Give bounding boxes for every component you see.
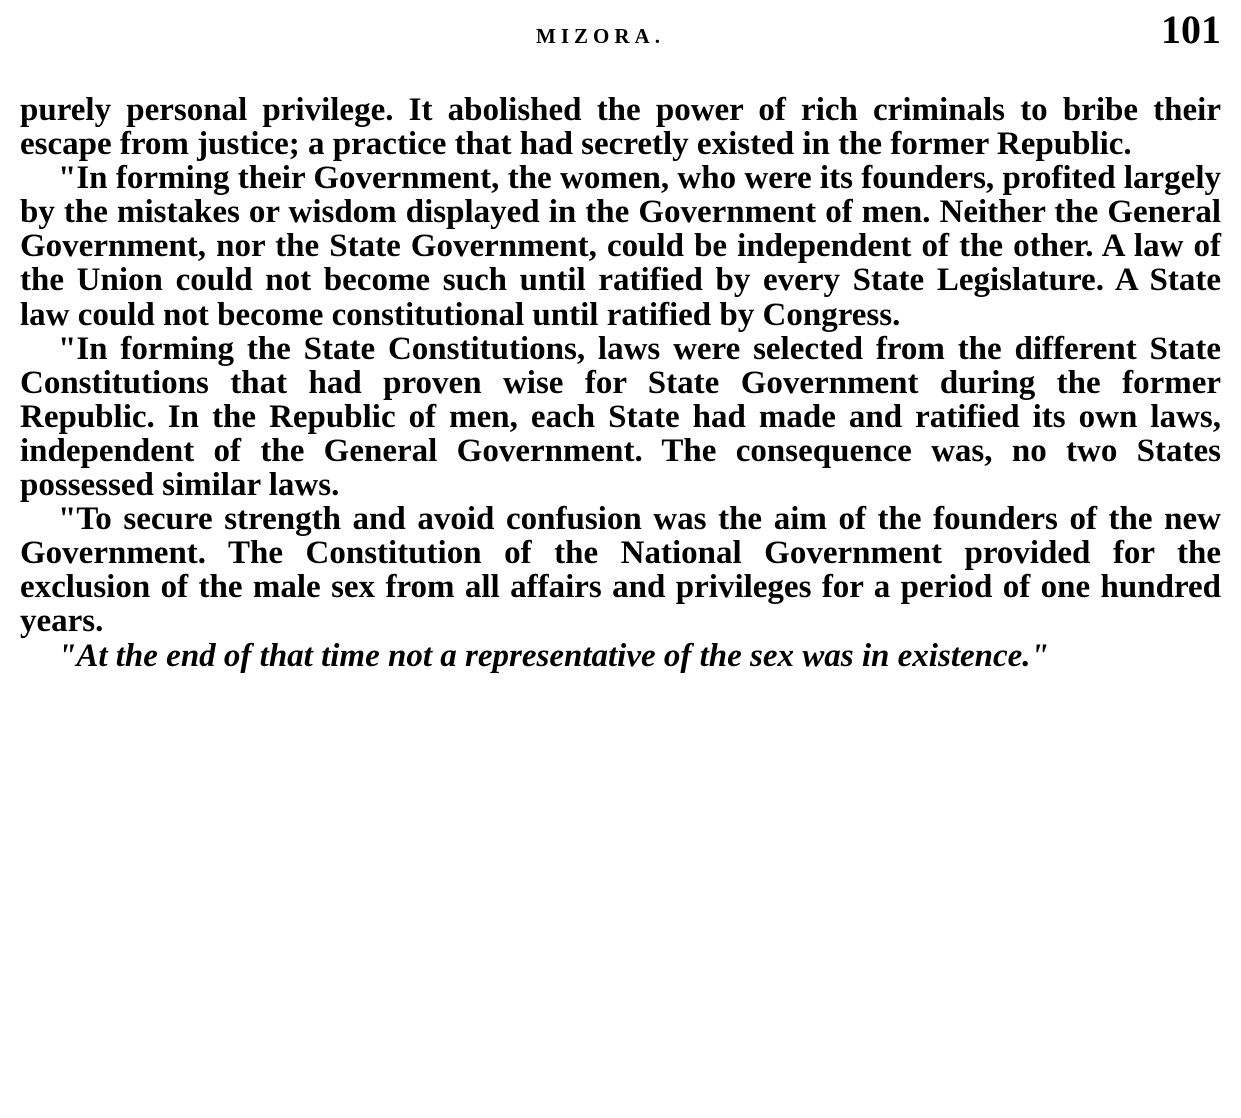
paragraph-4: "To secure strength and avoid confusion was the aim of the founders of the new Government. The Constitution of the National Government provided for the exclusion of the male sex from all affairs and privileges for a period of one hundred years. xyxy=(20,501,1221,640)
paragraph-5: "At the end of that time not a representative of the sex was in existence." xyxy=(58,637,1049,674)
paragraph-3: "In forming the State Constitutions, laws were selected from the different State Constitutions that had proven wise for State Government during the former Republic. In the Republic of men, each State had made and ratified its own laws, independent of the General Government. The consequence was, no two States possessed similar laws. xyxy=(20,330,1221,504)
running-head: MIZORA. xyxy=(536,24,665,48)
page-header xyxy=(20,0,1221,70)
paragraph-1: purely personal privilege. It abolished the power of rich criminals to bribe their escape from justice; a practice that had secretly existed in the former Republic. xyxy=(20,92,1221,163)
book-page xyxy=(20,0,1221,1118)
page-number: 101 xyxy=(1161,7,1221,52)
paragraph-2: "In forming their Government, the women, who were its founders, profited largely by the mistakes or wisdom displayed in the Government of men. Neither the General Government, nor the State Government, could be independent of the other. A law of the Union could not become such until ratified by every State Legislature. A State law could not become constitutional until ratified by Congress. xyxy=(20,160,1221,333)
body-text xyxy=(20,93,1221,673)
